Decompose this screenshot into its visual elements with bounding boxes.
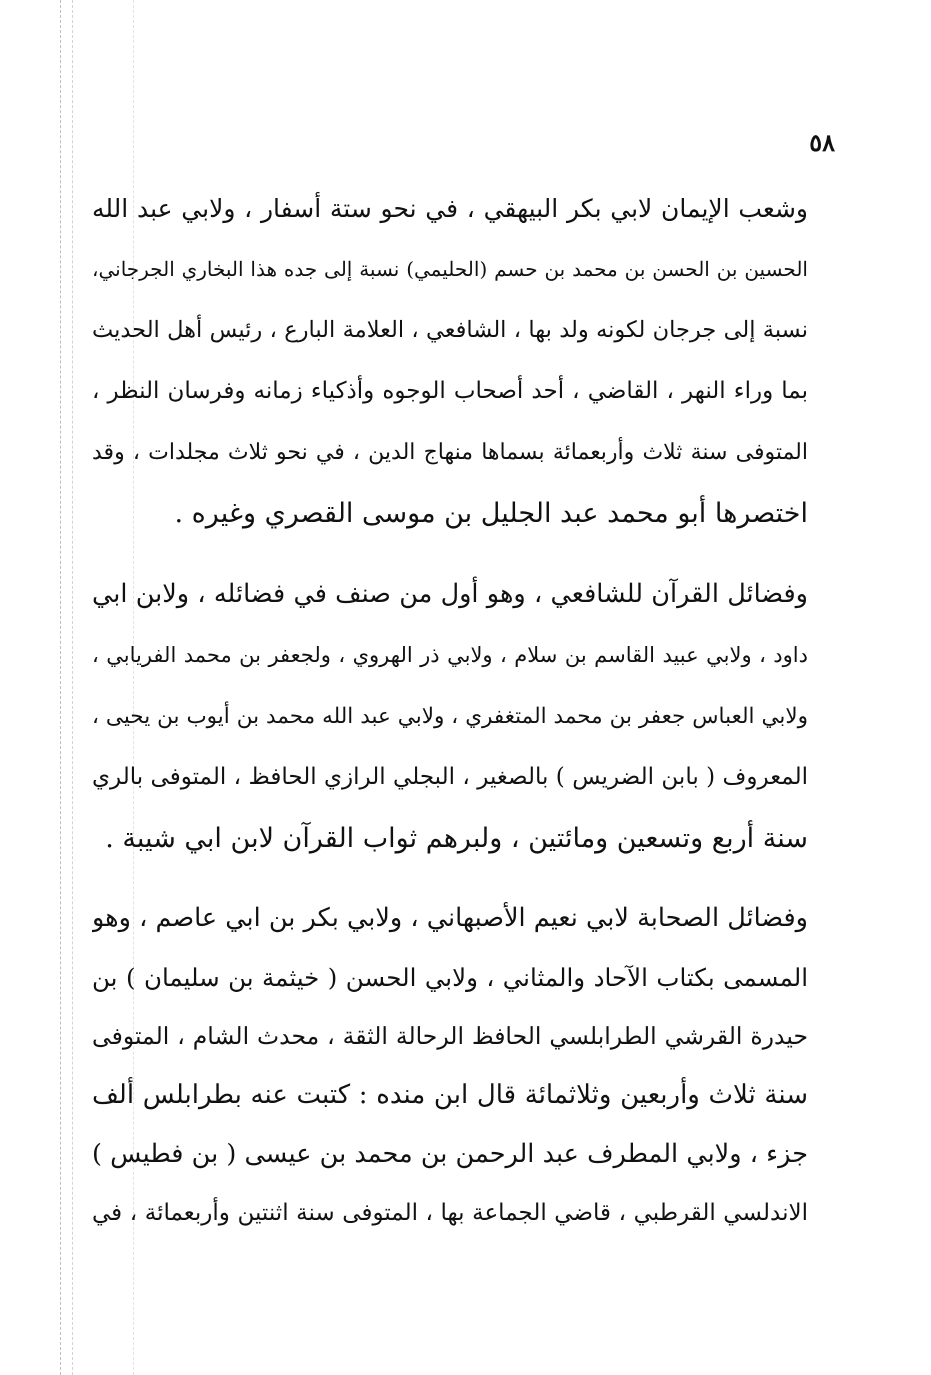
- page-body: [92, 178, 808, 1263]
- text-line: ولابي العباس جعفر بن محمد المتغفري ، ولابي عبد الله محمد بن أيوب بن يحيى ،: [92, 704, 808, 729]
- text-line: وفضائل القرآن للشافعي ، وهو أول من صنف في فضائله ، ولابن ابي: [92, 579, 808, 609]
- text-line: حيدرة القرشي الطرابلسي الحافظ الرحالة الثقة ، محدث الشام ، المتوفى: [92, 1022, 808, 1050]
- text-line: الحسين بن الحسن بن محمد بن حسم (الحليمي) نسبة إلى جده هذا البخاري الجرجاني،: [92, 257, 808, 281]
- text-line: نسبة إلى جرجان لكونه ولد بها ، الشافعي ، العلامة البارع ، رئيس أهل الحديث: [92, 317, 808, 343]
- text-line: المتوفى سنة ثلاث وأربعمائة بسماها منهاج الدين ، في نحو ثلاث مجلدات ، وقد: [92, 440, 808, 465]
- scan-edge-line: [72, 0, 73, 1375]
- text-line: داود ، ولابي عبيد القاسم بن سلام ، ولابي ذر الهروي ، ولجعفر بن محمد الفريابي ،: [92, 643, 808, 667]
- text-line: المعروف ( بابن الضريس ) بالصغير ، البجلي الرازي الحافظ ، المتوفى بالري: [92, 764, 808, 790]
- paragraph-fadail-al-sahaba: [92, 889, 808, 1243]
- text-line: جزء ، ولابي المطرف عبد الرحمن بن محمد بن عيسى ( بن فطيس ): [92, 1139, 808, 1169]
- text-line: سنة ثلاث وأربعين وثلاثمائة قال ابن منده : كتبت عنه بطرابلس ألف: [92, 1080, 808, 1110]
- page-number: ٥٨: [809, 128, 835, 157]
- text-line: سنة أربع وتسعين ومائتين ، ولبرهم ثواب القرآن لابن ابي شيبة .: [105, 823, 808, 854]
- text-line: وشعب الإيمان لابي بكر البيهقي ، في نحو ستة أسفار ، ولابي عبد الله: [92, 194, 808, 223]
- text-line: الاندلسي القرطبي ، قاضي الجماعة بها ، المتوفى سنة اثنتين وأربعمائة ، في: [92, 1200, 808, 1226]
- text-line: بما وراء النهر ، القاضي ، أحد أصحاب الوجوه وأذكياء زمانه وفرسان النظر ،: [92, 378, 808, 404]
- paragraph-fadail-al-quran: [92, 564, 808, 869]
- text-line: اختصرها أبو محمد عبد الجليل بن موسى القصري وغيره .: [174, 498, 808, 529]
- text-line: المسمى بكتاب الآحاد والمثاني ، ولابي الحسن ( خيثمة بن سليمان ) بن: [92, 963, 808, 992]
- scan-edge-line: [60, 0, 61, 1375]
- paragraph-shuab-al-iman: [92, 178, 808, 544]
- text-line: وفضائل الصحابة لابي نعيم الأصبهاني ، ولابي بكر بن ابي عاصم ، وهو: [92, 903, 808, 933]
